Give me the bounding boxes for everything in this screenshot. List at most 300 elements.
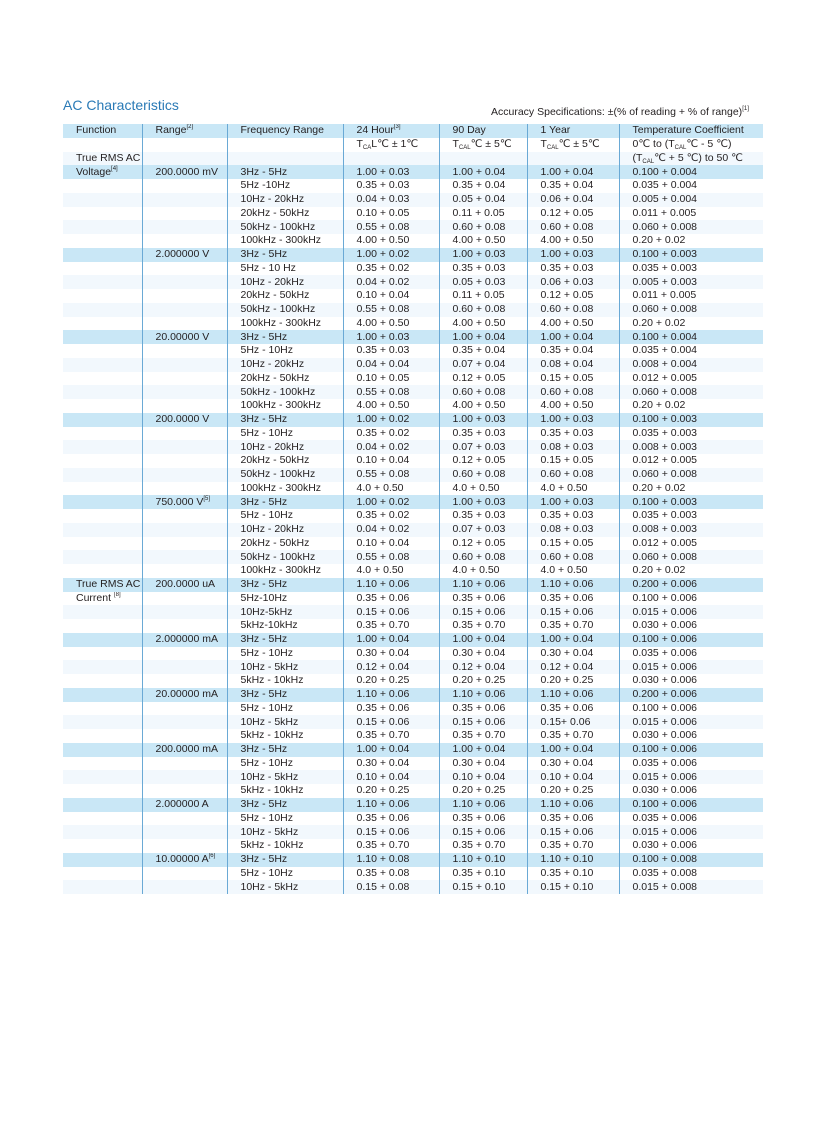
- y1-cell: 0.08 + 0.03: [527, 440, 619, 454]
- function-cell: [63, 757, 142, 771]
- frequency-cell: 20kHz - 50kHz: [227, 372, 343, 386]
- y1-cell: 0.35 + 0.04: [527, 344, 619, 358]
- function-cell: [63, 275, 142, 289]
- table-row: [63, 165, 763, 179]
- y1-cell: 0.15 + 0.06: [527, 825, 619, 839]
- frequency-cell: 10Hz - 5kHz: [227, 660, 343, 674]
- d90-cell: 0.10 + 0.04: [439, 770, 527, 784]
- y1-cell: 1.10 + 0.06: [527, 578, 619, 592]
- header-1-year: 1 Year: [527, 124, 619, 138]
- y1-cell: 0.15 + 0.05: [527, 372, 619, 386]
- tc-cell: 0.035 + 0.003: [619, 509, 763, 523]
- tc-cell: 0.012 + 0.005: [619, 537, 763, 551]
- range-cell: [142, 812, 227, 826]
- y1-cell: 0.15 + 0.06: [527, 605, 619, 619]
- table-row: [63, 619, 763, 633]
- h24-cell: 4.0 + 0.50: [343, 564, 439, 578]
- tc-cell: 0.015 + 0.006: [619, 605, 763, 619]
- frequency-cell: 3Hz - 5Hz: [227, 330, 343, 344]
- d90-cell: 0.15 + 0.06: [439, 715, 527, 729]
- function-cell: [63, 468, 142, 482]
- subheader-temperature-coefficient-1: 0℃ to ($T_{CAL}℃ - 5$ ℃): [619, 138, 763, 152]
- h24-cell: 0.15 + 0.06: [343, 605, 439, 619]
- table-row: [63, 248, 763, 262]
- header-range: Range[2]: [142, 124, 227, 138]
- function-cell: [63, 317, 142, 331]
- frequency-cell: 50kHz - 100kHz: [227, 303, 343, 317]
- d90-cell: 1.00 + 0.03: [439, 495, 527, 509]
- range-cell: 2.000000 mA: [142, 633, 227, 647]
- range-cell: [142, 619, 227, 633]
- function-cell: [63, 344, 142, 358]
- tc-cell: 0.008 + 0.004: [619, 358, 763, 372]
- y1-cell: 1.00 + 0.04: [527, 330, 619, 344]
- frequency-cell: 5kHz - 10kHz: [227, 674, 343, 688]
- table-row: [63, 592, 763, 606]
- function-cell: [63, 853, 142, 867]
- tc-cell: 0.005 + 0.003: [619, 275, 763, 289]
- range-cell: 20.00000 mA: [142, 688, 227, 702]
- y1-cell: 1.00 + 0.04: [527, 633, 619, 647]
- table-row: [63, 715, 763, 729]
- tc-cell: 0.100 + 0.006: [619, 702, 763, 716]
- d90-cell: 0.60 + 0.08: [439, 220, 527, 234]
- function-cell: [63, 839, 142, 853]
- d90-cell: 0.30 + 0.04: [439, 647, 527, 661]
- table-row: [63, 633, 763, 647]
- tc-cell: 0.20 + 0.02: [619, 399, 763, 413]
- frequency-cell: 10Hz - 5kHz: [227, 770, 343, 784]
- tc-cell: 0.060 + 0.008: [619, 385, 763, 399]
- d90-cell: 0.35 + 0.06: [439, 702, 527, 716]
- table-row: [63, 344, 763, 358]
- d90-cell: 0.60 + 0.08: [439, 385, 527, 399]
- frequency-cell: 5Hz - 10Hz: [227, 812, 343, 826]
- table-row: [63, 880, 763, 894]
- h24-cell: 1.00 + 0.02: [343, 413, 439, 427]
- table-row: [63, 523, 763, 537]
- h24-cell: 0.35 + 0.70: [343, 729, 439, 743]
- frequency-cell: 10Hz - 5kHz: [227, 715, 343, 729]
- range-cell: [142, 605, 227, 619]
- header-row: [63, 124, 763, 138]
- table-row: [63, 647, 763, 661]
- table-row: [63, 660, 763, 674]
- frequency-cell: 20kHz - 50kHz: [227, 289, 343, 303]
- d90-cell: 0.35 + 0.10: [439, 867, 527, 881]
- d90-cell: 1.10 + 0.06: [439, 578, 527, 592]
- d90-cell: 0.07 + 0.03: [439, 523, 527, 537]
- frequency-cell: 20kHz - 50kHz: [227, 207, 343, 221]
- y1-cell: 0.06 + 0.04: [527, 193, 619, 207]
- table-row: [63, 372, 763, 386]
- d90-cell: 0.35 + 0.06: [439, 592, 527, 606]
- h24-cell: 0.10 + 0.04: [343, 289, 439, 303]
- y1-cell: 0.12 + 0.04: [527, 660, 619, 674]
- h24-cell: 0.15 + 0.06: [343, 825, 439, 839]
- table-row: [63, 784, 763, 798]
- h24-cell: 1.10 + 0.08: [343, 853, 439, 867]
- range-cell: 200.0000 mV: [142, 165, 227, 179]
- header-function: Function: [63, 124, 142, 138]
- d90-cell: 4.0 + 0.50: [439, 482, 527, 496]
- d90-cell: 0.35 + 0.04: [439, 344, 527, 358]
- range-cell: [142, 867, 227, 881]
- tc-cell: 0.100 + 0.006: [619, 798, 763, 812]
- table-row: [63, 413, 763, 427]
- table-row: [63, 454, 763, 468]
- header-90-day: 90 Day: [439, 124, 527, 138]
- function-cell: [63, 193, 142, 207]
- table-row: [63, 207, 763, 221]
- h24-cell: 0.35 + 0.06: [343, 592, 439, 606]
- frequency-cell: 3Hz - 5Hz: [227, 798, 343, 812]
- range-cell: [142, 344, 227, 358]
- y1-cell: 0.60 + 0.08: [527, 220, 619, 234]
- range-cell: [142, 358, 227, 372]
- d90-cell: 0.15 + 0.10: [439, 880, 527, 894]
- table-row: [63, 193, 763, 207]
- h24-cell: 1.00 + 0.03: [343, 165, 439, 179]
- function-cell: [63, 413, 142, 427]
- h24-cell: 4.00 + 0.50: [343, 234, 439, 248]
- frequency-cell: 100kHz - 300kHz: [227, 399, 343, 413]
- tc-cell: 0.035 + 0.006: [619, 647, 763, 661]
- h24-cell: 0.15 + 0.08: [343, 880, 439, 894]
- frequency-cell: 10Hz - 20kHz: [227, 275, 343, 289]
- tc-cell: 0.005 + 0.004: [619, 193, 763, 207]
- h24-cell: 0.55 + 0.08: [343, 385, 439, 399]
- function-cell: [63, 330, 142, 344]
- d90-cell: 0.07 + 0.04: [439, 358, 527, 372]
- y1-cell: 0.15 + 0.05: [527, 454, 619, 468]
- frequency-cell: 50kHz - 100kHz: [227, 550, 343, 564]
- h24-cell: 0.04 + 0.04: [343, 358, 439, 372]
- frequency-cell: 5kHz - 10kHz: [227, 784, 343, 798]
- h24-cell: 1.10 + 0.06: [343, 578, 439, 592]
- h24-cell: 0.12 + 0.04: [343, 660, 439, 674]
- table-row: [63, 385, 763, 399]
- d90-cell: 1.00 + 0.04: [439, 165, 527, 179]
- frequency-cell: 10Hz - 5kHz: [227, 825, 343, 839]
- y1-cell: 1.10 + 0.06: [527, 688, 619, 702]
- frequency-cell: 5Hz - 10Hz: [227, 509, 343, 523]
- range-cell: [142, 179, 227, 193]
- frequency-cell: 100kHz - 300kHz: [227, 564, 343, 578]
- subheader-temperature-coefficient-2: ($T_{CAL}℃ + 5$ ℃) to 50 ℃: [619, 152, 763, 166]
- d90-cell: 1.00 + 0.04: [439, 743, 527, 757]
- y1-cell: 1.00 + 0.03: [527, 248, 619, 262]
- d90-cell: 0.12 + 0.04: [439, 660, 527, 674]
- d90-cell: 0.30 + 0.04: [439, 757, 527, 771]
- y1-cell: 0.35 + 0.03: [527, 262, 619, 276]
- range-cell: [142, 482, 227, 496]
- h24-cell: 0.10 + 0.05: [343, 207, 439, 221]
- frequency-cell: 5Hz - 10Hz: [227, 647, 343, 661]
- tc-cell: 0.060 + 0.008: [619, 550, 763, 564]
- d90-cell: 1.10 + 0.06: [439, 688, 527, 702]
- d90-cell: 0.05 + 0.04: [439, 193, 527, 207]
- function-cell: Voltage[4]: [63, 165, 142, 179]
- table-row: [63, 550, 763, 564]
- function-cell: [63, 702, 142, 716]
- y1-cell: 1.00 + 0.04: [527, 165, 619, 179]
- y1-cell: 0.35 + 0.06: [527, 812, 619, 826]
- h24-cell: 0.04 + 0.02: [343, 523, 439, 537]
- h24-cell: 1.00 + 0.02: [343, 495, 439, 509]
- y1-cell: 0.15 + 0.05: [527, 537, 619, 551]
- tc-cell: 0.200 + 0.006: [619, 688, 763, 702]
- function-voltage-line1: True RMS AC: [63, 152, 142, 166]
- d90-cell: 0.35 + 0.03: [439, 262, 527, 276]
- y1-cell: 0.35 + 0.03: [527, 509, 619, 523]
- y1-cell: 4.0 + 0.50: [527, 564, 619, 578]
- tc-cell: 0.035 + 0.006: [619, 757, 763, 771]
- h24-cell: 0.35 + 0.02: [343, 262, 439, 276]
- range-cell: [142, 385, 227, 399]
- tc-cell: 0.060 + 0.008: [619, 220, 763, 234]
- d90-cell: 4.00 + 0.50: [439, 317, 527, 331]
- d90-cell: 0.35 + 0.03: [439, 427, 527, 441]
- d90-cell: 0.20 + 0.25: [439, 784, 527, 798]
- y1-cell: 1.00 + 0.03: [527, 495, 619, 509]
- frequency-cell: 3Hz - 5Hz: [227, 248, 343, 262]
- tc-cell: 0.035 + 0.004: [619, 344, 763, 358]
- h24-cell: 1.10 + 0.06: [343, 688, 439, 702]
- function-cell: [63, 248, 142, 262]
- range-cell: [142, 757, 227, 771]
- tc-cell: 0.015 + 0.006: [619, 770, 763, 784]
- table-row: [63, 564, 763, 578]
- function-cell: [63, 688, 142, 702]
- y1-cell: 0.35 + 0.70: [527, 619, 619, 633]
- tc-cell: 0.100 + 0.004: [619, 165, 763, 179]
- range-cell: [142, 770, 227, 784]
- y1-cell: 4.00 + 0.50: [527, 234, 619, 248]
- frequency-cell: 3Hz - 5Hz: [227, 743, 343, 757]
- h24-cell: 0.20 + 0.25: [343, 784, 439, 798]
- y1-cell: 0.35 + 0.06: [527, 592, 619, 606]
- frequency-cell: 100kHz - 300kHz: [227, 234, 343, 248]
- tc-cell: 0.100 + 0.008: [619, 853, 763, 867]
- function-cell: [63, 550, 142, 564]
- y1-cell: 0.12 + 0.05: [527, 289, 619, 303]
- table-row: [63, 330, 763, 344]
- table-row: [63, 220, 763, 234]
- tc-cell: 0.20 + 0.02: [619, 482, 763, 496]
- d90-cell: 0.12 + 0.05: [439, 372, 527, 386]
- y1-cell: 0.20 + 0.25: [527, 784, 619, 798]
- function-cell: [63, 605, 142, 619]
- table-row: [63, 743, 763, 757]
- tc-cell: 0.008 + 0.003: [619, 523, 763, 537]
- range-cell: [142, 509, 227, 523]
- range-cell: [142, 537, 227, 551]
- function-cell: [63, 729, 142, 743]
- y1-cell: 1.00 + 0.04: [527, 743, 619, 757]
- function-cell: [63, 427, 142, 441]
- function-cell: [63, 798, 142, 812]
- table-row: [63, 358, 763, 372]
- frequency-cell: 10Hz - 5kHz: [227, 880, 343, 894]
- d90-cell: 1.10 + 0.06: [439, 798, 527, 812]
- y1-cell: 4.0 + 0.50: [527, 482, 619, 496]
- frequency-cell: 5Hz -10Hz: [227, 179, 343, 193]
- table-row: [63, 495, 763, 509]
- h24-cell: 0.10 + 0.04: [343, 770, 439, 784]
- y1-cell: 0.60 + 0.08: [527, 303, 619, 317]
- frequency-cell: 5Hz-10Hz: [227, 592, 343, 606]
- y1-cell: 0.60 + 0.08: [527, 385, 619, 399]
- frequency-cell: 100kHz - 300kHz: [227, 482, 343, 496]
- frequency-cell: 50kHz - 100kHz: [227, 385, 343, 399]
- tc-cell: 0.100 + 0.003: [619, 495, 763, 509]
- frequency-cell: 50kHz - 100kHz: [227, 220, 343, 234]
- function-cell: [63, 523, 142, 537]
- table-row: [63, 688, 763, 702]
- range-cell: [142, 440, 227, 454]
- range-cell: [142, 523, 227, 537]
- range-cell: [142, 784, 227, 798]
- function-cell: [63, 660, 142, 674]
- d90-cell: 0.35 + 0.03: [439, 509, 527, 523]
- frequency-cell: 5Hz - 10Hz: [227, 344, 343, 358]
- d90-cell: 0.11 + 0.05: [439, 207, 527, 221]
- tc-cell: 0.030 + 0.006: [619, 674, 763, 688]
- frequency-cell: 3Hz - 5Hz: [227, 633, 343, 647]
- tc-cell: 0.012 + 0.005: [619, 372, 763, 386]
- function-cell: [63, 179, 142, 193]
- d90-cell: 0.35 + 0.70: [439, 729, 527, 743]
- range-cell: [142, 207, 227, 221]
- ac-characteristics-table: [63, 124, 763, 894]
- subheader-90-day: $T_{CAL}℃$ ± 5℃: [439, 138, 527, 152]
- tc-cell: 0.011 + 0.005: [619, 207, 763, 221]
- accuracy-note: Accuracy Specifications: ±(% of reading + % of range)[1]: [491, 106, 749, 118]
- h24-cell: 0.35 + 0.06: [343, 702, 439, 716]
- d90-cell: 0.15 + 0.06: [439, 605, 527, 619]
- y1-cell: 1.10 + 0.10: [527, 853, 619, 867]
- frequency-cell: 5Hz - 10 Hz: [227, 262, 343, 276]
- d90-cell: 0.60 + 0.08: [439, 303, 527, 317]
- function-cell: [63, 784, 142, 798]
- d90-cell: 0.11 + 0.05: [439, 289, 527, 303]
- range-cell: [142, 825, 227, 839]
- table-row: [63, 317, 763, 331]
- range-cell: [142, 427, 227, 441]
- d90-cell: 1.00 + 0.04: [439, 330, 527, 344]
- tc-cell: 0.015 + 0.006: [619, 715, 763, 729]
- subheader-1-year: $T_{CAL}℃$ ± 5℃: [527, 138, 619, 152]
- y1-cell: 0.30 + 0.04: [527, 647, 619, 661]
- range-cell: [142, 729, 227, 743]
- tc-cell: 0.015 + 0.008: [619, 880, 763, 894]
- h24-cell: 0.55 + 0.08: [343, 220, 439, 234]
- function-cell: [63, 358, 142, 372]
- y1-cell: 0.35 + 0.10: [527, 867, 619, 881]
- range-cell: [142, 262, 227, 276]
- d90-cell: 0.15 + 0.06: [439, 825, 527, 839]
- table-row: [63, 234, 763, 248]
- tc-cell: 0.015 + 0.006: [619, 825, 763, 839]
- table-row: [63, 303, 763, 317]
- h24-cell: 0.35 + 0.70: [343, 839, 439, 853]
- range-cell: [142, 275, 227, 289]
- function-cell: [63, 495, 142, 509]
- d90-cell: 0.35 + 0.70: [439, 839, 527, 853]
- frequency-cell: 100kHz - 300kHz: [227, 317, 343, 331]
- range-cell: 20.00000 V: [142, 330, 227, 344]
- frequency-cell: 3Hz - 5Hz: [227, 413, 343, 427]
- h24-cell: 0.35 + 0.06: [343, 812, 439, 826]
- frequency-cell: 20kHz - 50kHz: [227, 537, 343, 551]
- function-cell: [63, 289, 142, 303]
- h24-cell: 0.30 + 0.04: [343, 757, 439, 771]
- table-row: [63, 798, 763, 812]
- d90-cell: 0.35 + 0.70: [439, 619, 527, 633]
- table-row: [63, 605, 763, 619]
- page-title: AC Characteristics: [63, 97, 179, 113]
- h24-cell: 1.00 + 0.02: [343, 248, 439, 262]
- table-row: [63, 537, 763, 551]
- function-cell: Current [8]: [63, 592, 142, 606]
- h24-cell: 0.30 + 0.04: [343, 647, 439, 661]
- function-cell: [63, 867, 142, 881]
- frequency-cell: 10Hz-5kHz: [227, 605, 343, 619]
- y1-cell: 0.35 + 0.06: [527, 702, 619, 716]
- tc-cell: 0.100 + 0.006: [619, 633, 763, 647]
- table-row: [63, 399, 763, 413]
- h24-cell: 4.0 + 0.50: [343, 482, 439, 496]
- range-cell: [142, 317, 227, 331]
- y1-cell: 0.35 + 0.03: [527, 427, 619, 441]
- h24-cell: 1.00 + 0.04: [343, 633, 439, 647]
- header-frequency-range: Frequency Range: [227, 124, 343, 138]
- d90-cell: 4.0 + 0.50: [439, 564, 527, 578]
- range-cell: [142, 564, 227, 578]
- tc-cell: 0.008 + 0.003: [619, 440, 763, 454]
- y1-cell: 0.08 + 0.04: [527, 358, 619, 372]
- y1-cell: 4.00 + 0.50: [527, 399, 619, 413]
- range-cell: [142, 193, 227, 207]
- function-cell: [63, 207, 142, 221]
- d90-cell: 1.00 + 0.03: [439, 248, 527, 262]
- range-cell: [142, 454, 227, 468]
- table-row: [63, 578, 763, 592]
- table-row: [63, 179, 763, 193]
- range-cell: [142, 647, 227, 661]
- range-cell: [142, 715, 227, 729]
- d90-cell: 0.60 + 0.08: [439, 468, 527, 482]
- tc-cell: 0.035 + 0.003: [619, 427, 763, 441]
- tc-cell: 0.20 + 0.02: [619, 317, 763, 331]
- d90-cell: 0.20 + 0.25: [439, 674, 527, 688]
- tc-cell: 0.100 + 0.004: [619, 330, 763, 344]
- table-row: [63, 839, 763, 853]
- range-cell: 2.000000 V: [142, 248, 227, 262]
- y1-cell: 0.20 + 0.25: [527, 674, 619, 688]
- table-row: [63, 812, 763, 826]
- frequency-cell: 20kHz - 50kHz: [227, 454, 343, 468]
- function-cell: [63, 220, 142, 234]
- frequency-cell: 3Hz - 5Hz: [227, 495, 343, 509]
- h24-cell: 1.00 + 0.03: [343, 330, 439, 344]
- d90-cell: 0.12 + 0.05: [439, 454, 527, 468]
- h24-cell: 1.10 + 0.06: [343, 798, 439, 812]
- tc-cell: 0.20 + 0.02: [619, 564, 763, 578]
- y1-cell: 4.00 + 0.50: [527, 317, 619, 331]
- function-cell: [63, 812, 142, 826]
